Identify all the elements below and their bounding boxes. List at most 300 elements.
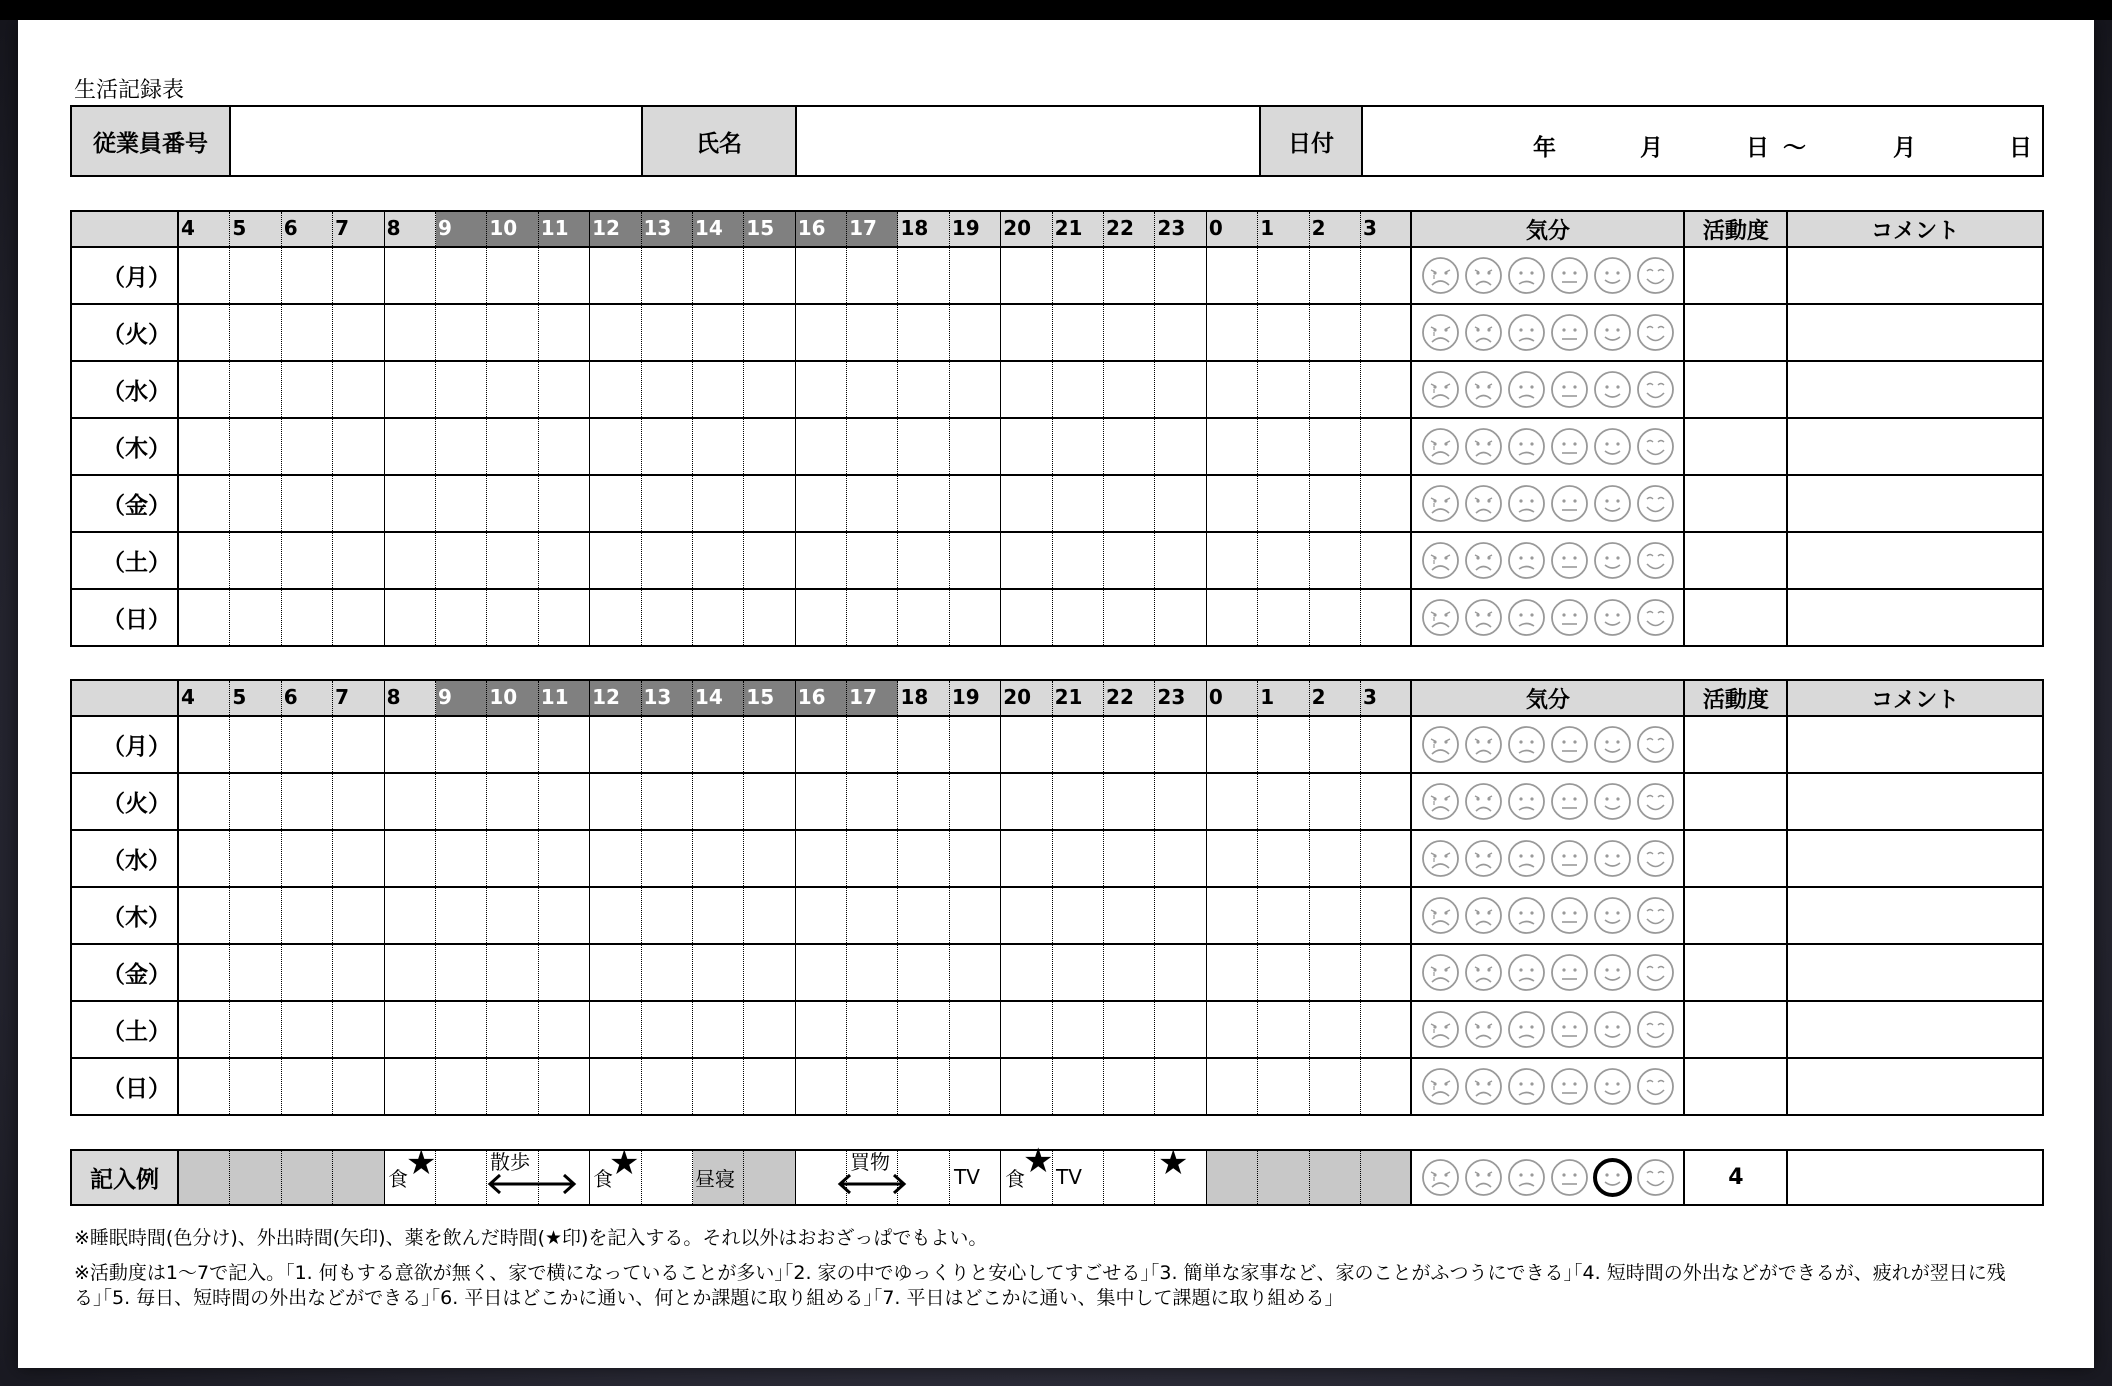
hour-cell[interactable]: [282, 717, 333, 772]
hour-cell[interactable]: [539, 362, 590, 417]
hour-cell[interactable]: [487, 362, 538, 417]
hour-cell[interactable]: [333, 476, 384, 531]
hour-cell[interactable]: [436, 476, 487, 531]
hour-cell[interactable]: [1001, 717, 1052, 772]
hour-cell[interactable]: [1310, 533, 1361, 588]
hour-cell[interactable]: [230, 1002, 281, 1057]
hour-cell[interactable]: [385, 419, 436, 474]
comment-cell[interactable]: [1788, 1059, 2042, 1114]
hour-cell[interactable]: [796, 248, 847, 303]
hour-cell[interactable]: [950, 1059, 1001, 1114]
mood-face-1-icon[interactable]: [1421, 782, 1460, 821]
mood-face-4-icon[interactable]: [1550, 953, 1589, 992]
hour-cell[interactable]: [590, 888, 641, 943]
mood-face-2-icon[interactable]: [1464, 953, 1503, 992]
mood-face-4-icon[interactable]: [1550, 256, 1589, 295]
hour-cell[interactable]: [744, 1002, 795, 1057]
hour-cell[interactable]: [385, 1002, 436, 1057]
hour-cell[interactable]: [1310, 305, 1361, 360]
hour-cell[interactable]: [539, 305, 590, 360]
mood-face-4-icon[interactable]: [1550, 313, 1589, 352]
mood-face-3-icon[interactable]: [1507, 313, 1546, 352]
hour-cell[interactable]: [1258, 533, 1309, 588]
hour-cell[interactable]: [179, 774, 230, 829]
hour-cell[interactable]: [950, 533, 1001, 588]
hour-cell[interactable]: [539, 248, 590, 303]
hour-cell[interactable]: [1310, 476, 1361, 531]
hour-cell[interactable]: [1207, 1002, 1258, 1057]
hour-cell[interactable]: [436, 590, 487, 645]
hour-cell[interactable]: [230, 945, 281, 1000]
mood-face-3-icon[interactable]: [1507, 1158, 1546, 1197]
mood-face-5-icon[interactable]: [1593, 484, 1632, 523]
mood-face-4-icon[interactable]: [1550, 839, 1589, 878]
hour-cell[interactable]: [847, 248, 898, 303]
hour-cell[interactable]: [1001, 476, 1052, 531]
mood-face-3-icon[interactable]: [1507, 1067, 1546, 1106]
mood-face-2-icon[interactable]: [1464, 896, 1503, 935]
mood-face-6-icon[interactable]: [1636, 839, 1675, 878]
hour-cell[interactable]: [950, 717, 1001, 772]
mood-face-6-icon[interactable]: [1636, 896, 1675, 935]
hour-cell[interactable]: [744, 533, 795, 588]
hour-cell[interactable]: [744, 590, 795, 645]
hour-cell[interactable]: [642, 945, 693, 1000]
hour-cell[interactable]: [796, 590, 847, 645]
hour-cell[interactable]: [1053, 476, 1104, 531]
mood-face-5-icon[interactable]: [1593, 953, 1632, 992]
hour-cell[interactable]: [539, 590, 590, 645]
hour-cell[interactable]: [487, 305, 538, 360]
hour-cell[interactable]: [436, 533, 487, 588]
hour-cell[interactable]: [950, 590, 1001, 645]
mood-face-6-icon[interactable]: [1636, 725, 1675, 764]
hour-cell[interactable]: [1104, 590, 1155, 645]
mood-face-2-icon[interactable]: [1464, 256, 1503, 295]
hour-cell[interactable]: [1310, 945, 1361, 1000]
hour-cell[interactable]: [1310, 590, 1361, 645]
hour-cell[interactable]: [693, 476, 744, 531]
hour-cell[interactable]: [1155, 945, 1206, 1000]
hour-cell[interactable]: [487, 774, 538, 829]
mood-face-4-icon[interactable]: [1550, 1010, 1589, 1049]
hour-cell[interactable]: [539, 945, 590, 1000]
mood-face-1-icon[interactable]: [1421, 484, 1460, 523]
hour-cell[interactable]: [1258, 1059, 1309, 1114]
mood-face-1-icon[interactable]: [1421, 1010, 1460, 1049]
hour-cell[interactable]: [1310, 419, 1361, 474]
hour-cell[interactable]: [1053, 774, 1104, 829]
hour-cell[interactable]: [1207, 419, 1258, 474]
hour-cell[interactable]: [1207, 476, 1258, 531]
hour-cell[interactable]: [436, 419, 487, 474]
hour-cell[interactable]: [693, 362, 744, 417]
hour-cell[interactable]: [436, 248, 487, 303]
hour-cell[interactable]: [1053, 717, 1104, 772]
hour-cell[interactable]: [693, 590, 744, 645]
mood-face-3-icon[interactable]: [1507, 541, 1546, 580]
hour-cell[interactable]: [1361, 831, 1412, 886]
mood-face-2-icon[interactable]: [1464, 427, 1503, 466]
hour-cell[interactable]: [642, 476, 693, 531]
hour-cell[interactable]: [179, 1059, 230, 1114]
hour-cell[interactable]: [1053, 248, 1104, 303]
hour-cell[interactable]: [1310, 831, 1361, 886]
hour-cell[interactable]: [333, 774, 384, 829]
hour-cell[interactable]: [693, 1002, 744, 1057]
mood-face-4-icon[interactable]: [1550, 896, 1589, 935]
activity-cell[interactable]: [1685, 1002, 1788, 1057]
mood-face-1-icon[interactable]: [1421, 1158, 1460, 1197]
hour-cell[interactable]: [1361, 362, 1412, 417]
mood-face-1-icon[interactable]: [1421, 427, 1460, 466]
hour-cell[interactable]: [642, 831, 693, 886]
hour-cell[interactable]: [385, 362, 436, 417]
mood-face-4-icon[interactable]: [1550, 598, 1589, 637]
mood-face-2-icon[interactable]: [1464, 313, 1503, 352]
hour-cell[interactable]: [436, 831, 487, 886]
hour-cell[interactable]: [539, 1002, 590, 1057]
hour-cell[interactable]: [590, 945, 641, 1000]
hour-cell[interactable]: [179, 305, 230, 360]
hour-cell[interactable]: [539, 831, 590, 886]
hour-cell[interactable]: [847, 1002, 898, 1057]
comment-cell[interactable]: [1788, 533, 2042, 588]
hour-cell[interactable]: [744, 717, 795, 772]
hour-cell[interactable]: [1104, 1002, 1155, 1057]
hour-cell[interactable]: [1207, 248, 1258, 303]
mood-face-5-icon[interactable]: [1593, 896, 1632, 935]
hour-cell[interactable]: [385, 476, 436, 531]
hour-cell[interactable]: [847, 419, 898, 474]
hour-cell[interactable]: [1104, 945, 1155, 1000]
mood-face-1-icon[interactable]: [1421, 256, 1460, 295]
hour-cell[interactable]: [1053, 831, 1104, 886]
hour-cell[interactable]: [898, 419, 949, 474]
hour-cell[interactable]: [1001, 1059, 1052, 1114]
mood-face-4-icon[interactable]: [1550, 782, 1589, 821]
hour-cell[interactable]: [179, 248, 230, 303]
mood-face-4-icon[interactable]: [1550, 725, 1589, 764]
mood-face-6-icon[interactable]: [1636, 1010, 1675, 1049]
hour-cell[interactable]: [847, 590, 898, 645]
hour-cell[interactable]: [230, 419, 281, 474]
mood-face-1-icon[interactable]: [1421, 953, 1460, 992]
hour-cell[interactable]: [333, 1002, 384, 1057]
comment-cell[interactable]: [1788, 888, 2042, 943]
hour-cell[interactable]: [950, 888, 1001, 943]
hour-cell[interactable]: [1361, 305, 1412, 360]
date-field[interactable]: [1363, 107, 2042, 175]
hour-cell[interactable]: [898, 1059, 949, 1114]
mood-face-6-icon[interactable]: [1636, 953, 1675, 992]
hour-cell[interactable]: [179, 476, 230, 531]
mood-face-1-icon[interactable]: [1421, 541, 1460, 580]
hour-cell[interactable]: [1104, 717, 1155, 772]
hour-cell[interactable]: [1053, 362, 1104, 417]
hour-cell[interactable]: [1207, 831, 1258, 886]
hour-cell[interactable]: [847, 945, 898, 1000]
hour-cell[interactable]: [898, 831, 949, 886]
hour-cell[interactable]: [898, 945, 949, 1000]
hour-cell[interactable]: [642, 888, 693, 943]
hour-cell[interactable]: [487, 831, 538, 886]
mood-face-2-icon[interactable]: [1464, 370, 1503, 409]
mood-face-5-icon[interactable]: [1593, 427, 1632, 466]
hour-cell[interactable]: [1310, 774, 1361, 829]
hour-cell[interactable]: [898, 590, 949, 645]
hour-cell[interactable]: [1053, 888, 1104, 943]
hour-cell[interactable]: [1104, 831, 1155, 886]
hour-cell[interactable]: [898, 717, 949, 772]
hour-cell[interactable]: [1361, 945, 1412, 1000]
mood-face-4-icon[interactable]: [1550, 370, 1589, 409]
activity-cell[interactable]: [1685, 533, 1788, 588]
hour-cell[interactable]: [693, 717, 744, 772]
hour-cell[interactable]: [1001, 362, 1052, 417]
hour-cell[interactable]: [436, 945, 487, 1000]
hour-cell[interactable]: [950, 1002, 1001, 1057]
mood-face-3-icon[interactable]: [1507, 427, 1546, 466]
mood-face-3-icon[interactable]: [1507, 839, 1546, 878]
hour-cell[interactable]: [693, 945, 744, 1000]
comment-cell[interactable]: [1788, 945, 2042, 1000]
hour-cell[interactable]: [1361, 533, 1412, 588]
activity-cell[interactable]: [1685, 419, 1788, 474]
mood-face-4-icon[interactable]: [1550, 1158, 1589, 1197]
hour-cell[interactable]: [1361, 888, 1412, 943]
name-field[interactable]: [797, 107, 1261, 175]
activity-cell[interactable]: [1685, 888, 1788, 943]
hour-cell[interactable]: [1207, 533, 1258, 588]
hour-cell[interactable]: [847, 476, 898, 531]
hour-cell[interactable]: [230, 888, 281, 943]
hour-cell[interactable]: [744, 362, 795, 417]
hour-cell[interactable]: [898, 533, 949, 588]
hour-cell[interactable]: [642, 248, 693, 303]
mood-face-5-icon[interactable]: [1593, 725, 1632, 764]
hour-cell[interactable]: [1207, 888, 1258, 943]
hour-cell[interactable]: [1207, 774, 1258, 829]
employee-number-field[interactable]: [231, 107, 643, 175]
hour-cell[interactable]: [693, 888, 744, 943]
hour-cell[interactable]: [744, 774, 795, 829]
activity-cell[interactable]: [1685, 774, 1788, 829]
hour-cell[interactable]: [230, 533, 281, 588]
hour-cell[interactable]: [590, 774, 641, 829]
hour-cell[interactable]: [1001, 774, 1052, 829]
hour-cell[interactable]: [744, 945, 795, 1000]
hour-cell[interactable]: [539, 1059, 590, 1114]
hour-cell[interactable]: [796, 717, 847, 772]
hour-cell[interactable]: [179, 362, 230, 417]
hour-cell[interactable]: [693, 533, 744, 588]
hour-cell[interactable]: [1258, 774, 1309, 829]
hour-cell[interactable]: [1053, 1059, 1104, 1114]
hour-cell[interactable]: [487, 1059, 538, 1114]
hour-cell[interactable]: [796, 1059, 847, 1114]
hour-cell[interactable]: [642, 1002, 693, 1057]
mood-face-3-icon[interactable]: [1507, 370, 1546, 409]
hour-cell[interactable]: [847, 1059, 898, 1114]
hour-cell[interactable]: [590, 476, 641, 531]
comment-cell[interactable]: [1788, 831, 2042, 886]
hour-cell[interactable]: [847, 533, 898, 588]
hour-cell[interactable]: [642, 305, 693, 360]
hour-cell[interactable]: [796, 305, 847, 360]
hour-cell[interactable]: [1361, 590, 1412, 645]
hour-cell[interactable]: [436, 888, 487, 943]
hour-cell[interactable]: [1001, 1002, 1052, 1057]
mood-face-5-icon[interactable]: [1593, 1067, 1632, 1106]
mood-face-6-icon[interactable]: [1636, 484, 1675, 523]
mood-face-2-icon[interactable]: [1464, 541, 1503, 580]
hour-cell[interactable]: [1001, 831, 1052, 886]
hour-cell[interactable]: [796, 888, 847, 943]
hour-cell[interactable]: [282, 774, 333, 829]
hour-cell[interactable]: [282, 362, 333, 417]
hour-cell[interactable]: [1310, 248, 1361, 303]
mood-face-3-icon[interactable]: [1507, 953, 1546, 992]
hour-cell[interactable]: [1207, 945, 1258, 1000]
hour-cell[interactable]: [847, 305, 898, 360]
hour-cell[interactable]: [282, 248, 333, 303]
hour-cell[interactable]: [179, 831, 230, 886]
hour-cell[interactable]: [1053, 305, 1104, 360]
hour-cell[interactable]: [1155, 1059, 1206, 1114]
mood-face-6-icon[interactable]: [1636, 1067, 1675, 1106]
hour-cell[interactable]: [1001, 419, 1052, 474]
hour-cell[interactable]: [539, 533, 590, 588]
hour-cell[interactable]: [1155, 774, 1206, 829]
hour-cell[interactable]: [487, 419, 538, 474]
hour-cell[interactable]: [1258, 362, 1309, 417]
hour-cell[interactable]: [744, 476, 795, 531]
hour-cell[interactable]: [282, 888, 333, 943]
hour-cell[interactable]: [230, 1059, 281, 1114]
hour-cell[interactable]: [1053, 590, 1104, 645]
hour-cell[interactable]: [1001, 945, 1052, 1000]
hour-cell[interactable]: [1361, 476, 1412, 531]
hour-cell[interactable]: [693, 1059, 744, 1114]
hour-cell[interactable]: [590, 305, 641, 360]
hour-cell[interactable]: [385, 831, 436, 886]
comment-cell[interactable]: [1788, 305, 2042, 360]
hour-cell[interactable]: [898, 362, 949, 417]
hour-cell[interactable]: [333, 945, 384, 1000]
hour-cell[interactable]: [796, 1002, 847, 1057]
hour-cell[interactable]: [1001, 248, 1052, 303]
hour-cell[interactable]: [333, 305, 384, 360]
hour-cell[interactable]: [590, 717, 641, 772]
mood-face-5-icon[interactable]: [1593, 839, 1632, 878]
hour-cell[interactable]: [1155, 362, 1206, 417]
hour-cell[interactable]: [1207, 717, 1258, 772]
hour-cell[interactable]: [898, 305, 949, 360]
mood-face-5-icon[interactable]: [1593, 598, 1632, 637]
hour-cell[interactable]: [436, 305, 487, 360]
activity-cell[interactable]: [1685, 305, 1788, 360]
hour-cell[interactable]: [693, 831, 744, 886]
hour-cell[interactable]: [1053, 533, 1104, 588]
hour-cell[interactable]: [1310, 362, 1361, 417]
hour-cell[interactable]: [590, 590, 641, 645]
hour-cell[interactable]: [847, 717, 898, 772]
hour-cell[interactable]: [1001, 888, 1052, 943]
hour-cell[interactable]: [693, 774, 744, 829]
hour-cell[interactable]: [1258, 831, 1309, 886]
hour-cell[interactable]: [282, 1059, 333, 1114]
hour-cell[interactable]: [744, 305, 795, 360]
hour-cell[interactable]: [1361, 419, 1412, 474]
hour-cell[interactable]: [1155, 476, 1206, 531]
hour-cell[interactable]: [179, 888, 230, 943]
hour-cell[interactable]: [385, 590, 436, 645]
mood-face-2-icon[interactable]: [1464, 782, 1503, 821]
hour-cell[interactable]: [1001, 533, 1052, 588]
hour-cell[interactable]: [744, 248, 795, 303]
hour-cell[interactable]: [1361, 717, 1412, 772]
hour-cell[interactable]: [230, 717, 281, 772]
activity-cell[interactable]: [1685, 831, 1788, 886]
mood-face-3-icon[interactable]: [1507, 896, 1546, 935]
hour-cell[interactable]: [1155, 248, 1206, 303]
hour-cell[interactable]: [539, 717, 590, 772]
hour-cell[interactable]: [1310, 1059, 1361, 1114]
hour-cell[interactable]: [796, 419, 847, 474]
mood-face-2-icon[interactable]: [1464, 484, 1503, 523]
hour-cell[interactable]: [487, 533, 538, 588]
hour-cell[interactable]: [1155, 831, 1206, 886]
comment-cell[interactable]: [1788, 774, 2042, 829]
hour-cell[interactable]: [1155, 590, 1206, 645]
mood-face-6-icon[interactable]: [1636, 370, 1675, 409]
comment-cell[interactable]: [1788, 1002, 2042, 1057]
hour-cell[interactable]: [1104, 476, 1155, 531]
hour-cell[interactable]: [230, 305, 281, 360]
hour-cell[interactable]: [179, 533, 230, 588]
activity-cell[interactable]: [1685, 1059, 1788, 1114]
hour-cell[interactable]: [179, 1002, 230, 1057]
activity-cell[interactable]: [1685, 248, 1788, 303]
mood-face-1-icon[interactable]: [1421, 896, 1460, 935]
mood-face-4-icon[interactable]: [1550, 427, 1589, 466]
comment-cell[interactable]: [1788, 590, 2042, 645]
hour-cell[interactable]: [230, 831, 281, 886]
hour-cell[interactable]: [1001, 590, 1052, 645]
hour-cell[interactable]: [1258, 305, 1309, 360]
hour-cell[interactable]: [590, 1059, 641, 1114]
hour-cell[interactable]: [1207, 590, 1258, 645]
hour-cell[interactable]: [898, 888, 949, 943]
hour-cell[interactable]: [1207, 362, 1258, 417]
activity-cell[interactable]: [1685, 945, 1788, 1000]
hour-cell[interactable]: [1258, 945, 1309, 1000]
mood-face-1-icon[interactable]: [1421, 1067, 1460, 1106]
hour-cell[interactable]: [230, 590, 281, 645]
hour-cell[interactable]: [590, 362, 641, 417]
hour-cell[interactable]: [179, 590, 230, 645]
hour-cell[interactable]: [847, 774, 898, 829]
hour-cell[interactable]: [487, 248, 538, 303]
mood-face-3-icon[interactable]: [1507, 1010, 1546, 1049]
hour-cell[interactable]: [796, 533, 847, 588]
hour-cell[interactable]: [1258, 590, 1309, 645]
hour-cell[interactable]: [693, 305, 744, 360]
mood-face-4-icon[interactable]: [1550, 541, 1589, 580]
hour-cell[interactable]: [1155, 533, 1206, 588]
hour-cell[interactable]: [385, 945, 436, 1000]
